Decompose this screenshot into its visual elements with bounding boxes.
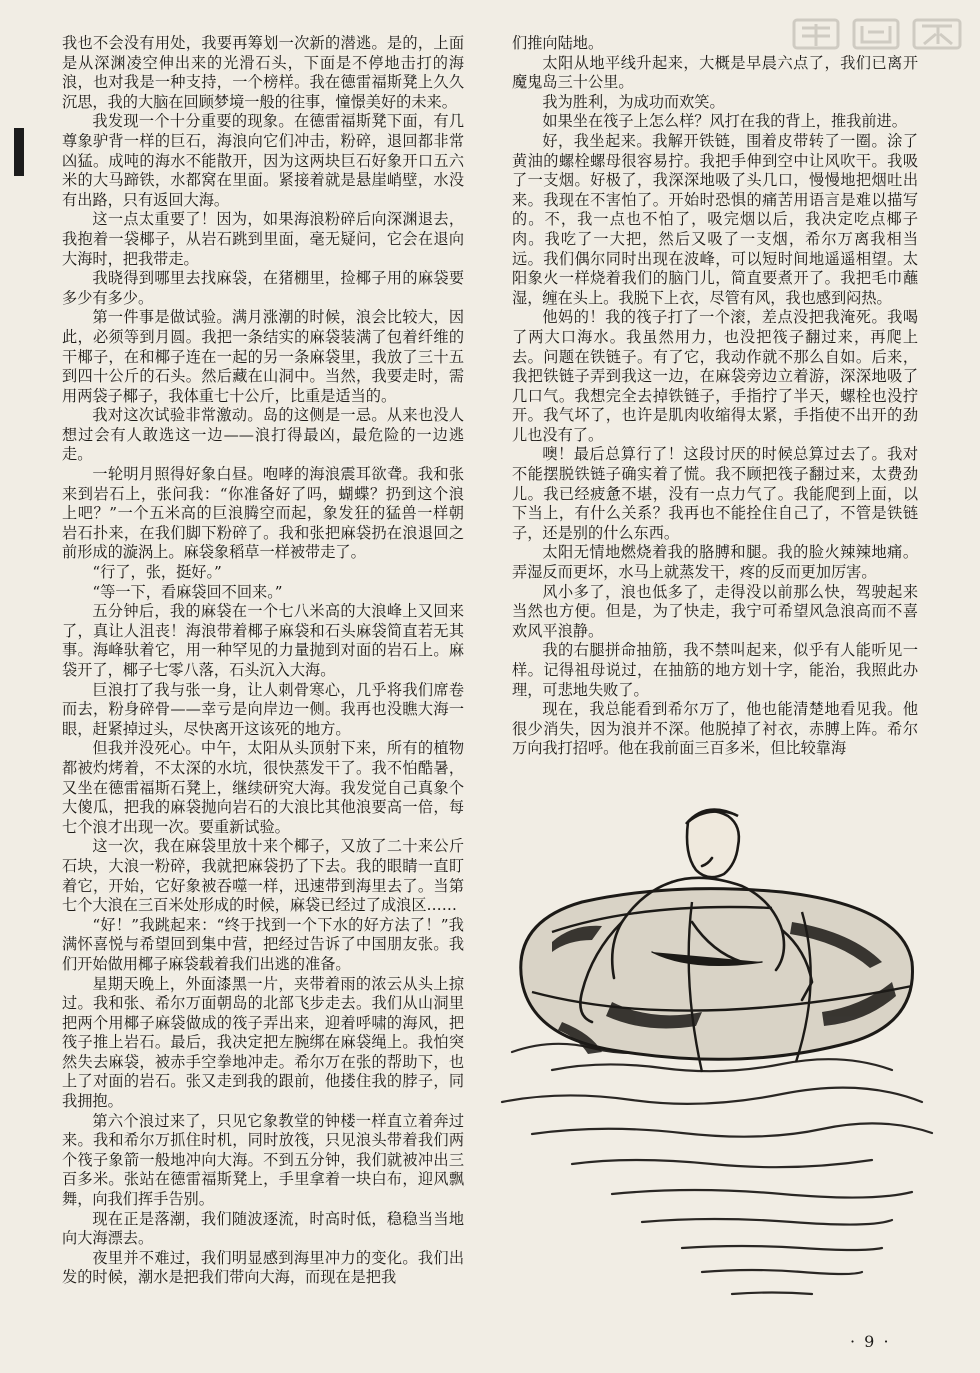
text-column-right [512, 34, 918, 759]
paragraph: 五分钟后，我的麻袋在一个七八米高的大浪峰上又回来了，真让人沮丧！海浪带着椰子麻袋和石头麻袋简直若无其事。海峰驮着它，用一种罕见的力量抛到对面的岩石上。麻袋开了，椰子七零八落，石头沉入大海。 [62, 602, 464, 679]
paragraph: 第六个浪过来了，只见它象教堂的钟楼一样直立着奔过来。我和希尔万抓住时机，同时放筏，只见浪头带着我们两个筏子象箭一般地冲向大海。不到五分钟，我们就被冲出三百多米。张站在德雷福斯凳上，手里拿着一块白布，迎风飘舞，向我们挥手告别。 [62, 1111, 464, 1209]
paragraph: 他妈的！我的筏子打了一个滚，差点没把我淹死。我喝了两大口海水。我虽然用力，也没把筏子翻过来，再爬上去。问题在铁链子。有了它，我动作就不那么自如。后来，我把铁链子弄到我这一边，在麻袋旁边立着游，深深地吸了几口气。我想完全去掉铁链子，手指拧了半天，螺栓也没拧开。我气坏了，也许是肌肉收缩得太紧，手指使不出开的劲儿也没有了。 [512, 308, 918, 444]
paragraph: 们推向陆地。 [512, 34, 604, 52]
paragraph: 现在正是落潮，我们随波逐流，时高时低，稳稳当当地向大海漂去。 [62, 1209, 464, 1248]
paragraph: 一轮明月照得好象白昼。咆哮的海浪震耳欲聋。我和张来到岩石上，张问我：“你准备好了吗，蝴蝶？扔到这个浪上吧？”一个五米高的巨浪腾空而起，象发狂的猛兽一样朝岩石扑来，在我们脚下粉碎了。我和张把麻袋扔在浪退回之前形成的漩涡上。麻袋象稻草一样被带走了。 [62, 465, 464, 562]
paragraph: 第一件事是做试验。满月涨潮的时候，浪会比较大，因此，必须等到月圆。我把一条结实的麻袋装满了包着纤维的干椰子，在和椰子连在一起的另一条麻袋里，我放了三十五到四十公斤的石头。然后藏在山洞中。当然，我要走时，需用两袋子椰子，我体重七十公斤，比重是适当的。 [62, 308, 464, 405]
castaway-raft-illustration [492, 802, 942, 1302]
paragraph: 太阳从地平线升起来，大概是早晨六点了，我们已离开魔鬼岛三十公里。 [512, 53, 918, 92]
paragraph: “等一下，看麻袋回不回来。” [92, 582, 283, 601]
paragraph: 风小多了，浪也低多了，走得没以前那么快，驾驶起来当然也方便。但是，为了快走，我宁可希望风急浪高而不喜欢风平浪静。 [512, 582, 918, 640]
paragraph: 这一次，我在麻袋里放十来个椰子，又放了二十来公斤石块，大浪一粉碎，我就把麻袋扔了下去。我的眼睛一直盯着它，开始，它好象被吞噬一样，迅速带到海里去了。当第七个大浪在三百米处形成的时候，麻袋已经过了成浪区…… [62, 837, 464, 915]
paragraph: 太阳无情地燃烧着我的胳膊和腿。我的脸火辣辣地痛。弄湿反而更坏，水马上就蒸发干，疼的反而更加厉害。 [512, 543, 918, 582]
text-column-left [62, 34, 464, 1288]
paragraph: 我晓得到哪里去找麻袋，在猪棚里，捡椰子用的麻袋要多少有多少。 [62, 269, 464, 307]
paragraph: 我也不会没有用处，我要再筹划一次新的潜逃。是的，上面是从深渊凌空伸出来的光滑石头，下面是不停地击打的海浪，也对我是一种支持，一个榜样。我在德雷福斯凳上久久沉思，我的大脑在回顾梦境一般的往事，憧憬美好的未来。 [62, 34, 464, 111]
paragraph: 这一点太重要了！因为，如果海浪粉碎后向深渊退去，我抱着一袋椰子，从岩石跳到里面，毫无疑问，它会在退向大海时，把我带走。 [62, 210, 464, 268]
paragraph: 噢！最后总算行了！这段讨厌的时候总算过去了。我对不能摆脱铁链子确实着了慌。我不顾把筏子翻过来，太费劲儿。我已经疲惫不堪，没有一点力气了。我能爬到上面，以下当上，有什么关系？我再也不能拴住自己了，不管是铁链子，还是别的什么东西。 [512, 445, 918, 542]
sea-waves-icon [502, 1044, 932, 1294]
binding-mark [14, 128, 24, 176]
paragraph: 我对这次试验非常激动。岛的这侧是一忌。从来也没人想过会有人敢选这一边——浪打得最凶，最危险的一边逃走。 [62, 406, 464, 464]
paragraph: “好！”我跳起来：“终于找到一个下水的好方法了！”我满怀喜悦与希望回到集中营，把经过告诉了中国朋友张。我们开始做用椰子麻袋载着我们出逃的准备。 [62, 915, 464, 973]
paragraph: 星期天晚上，外面漆黑一片，夹带着雨的浓云从头上掠过。我和张、希尔万面朝岛的北部飞步走去。我们从山洞里把两个用椰子麻袋做成的筏子弄出来，迎着呼啸的海风，把筏子推上岩石。最后，我决定把左腕绑在麻袋绳上。我怕突然失去麻袋，被赤手空拳地冲走。希尔万在张的帮助下，也上了对面的岩石。张又走到我的跟前，他搂住我的脖子，同我拥抱。 [62, 974, 464, 1111]
paragraph: 好，我坐起来。我解开铁链，围着皮带转了一圈。涂了黄油的螺栓螺母很容易拧。我把手伸到空中让风吹干。我吸了一支烟。好极了，我深深地吸了头几口，慢慢地把烟吐出来。我现在不害怕了。开始时恐惧的痛苦用语言是难以描写的。不，我一点也不怕了，吸完烟以后，我决定吃点椰子肉。我吃了一大把，然后又吸了一支烟，希尔万离我相当远。我们偶尔同时出现在波峰，可以短时间地遥遥相望。太阳象火一样烧着我们的脑门儿，简直要煮开了。我把毛巾蘸湿，缠在头上。我脱下上衣，尽管有风，我也感到闷热。 [512, 131, 918, 307]
paragraph: 夜里并不难过，我们明显感到海里冲力的变化。我们出发的时候，潮水是把我们带向大海，而现在是把我 [62, 1248, 464, 1287]
paragraph: 现在，我总能看到希尔万了，他也能清楚地看见我。他很少消失，因为浪并不深。他脱掉了衬衣，赤膊上阵。希尔万向我打招呼。他在我前面三百多米，但比较靠海 [512, 700, 918, 758]
paragraph: 我的右腿拼命抽筋，我不禁叫起来，似乎有人能听见一样。记得祖母说过，在抽筋的地方划十字，能治，我照此办理，可悲地失败了。 [512, 641, 918, 699]
page-number: · 9 · [850, 1332, 891, 1351]
paragraph: 但我并没死心。中午，太阳从头顶射下来，所有的植物都被灼烤着，不太深的水坑，很快蒸发干了。我不怕酷暑，又坐在德雷福斯石凳上，继续研究大海。我发觉自己真象个大傻瓜，把我的麻袋抛向岩石的大浪比其他浪要高一倍，每七个浪才出现一次。要重新试验。 [62, 739, 464, 836]
paragraph: “行了，张，挺好。” [92, 563, 222, 582]
paragraph: 巨浪打了我与张一身，让人刺骨寒心，几乎将我们席卷而去，粉身碎骨——幸亏是向岸边一侧。我再也没瞧大海一眼，赶紧掉过头，尽快离开这该死的地方。 [62, 680, 464, 738]
paragraph: 我为胜利，为成功而欢笑。 [542, 92, 725, 111]
paragraph: 如果坐在筏子上怎么样？风打在我的背上，推我前进。 [542, 112, 907, 131]
paragraph: 我发现一个十分重要的现象。在德雷福斯凳下面，有几尊象驴背一样的巨石，海浪向它们冲击，粉碎，退回都非常凶猛。成吨的海水不能散开，因为这两块巨石好象开口五六米的大马蹄铁，水都窝在里面。紧接着就是悬崖峭壁，水没有出路，只有返回大海。 [62, 112, 464, 209]
